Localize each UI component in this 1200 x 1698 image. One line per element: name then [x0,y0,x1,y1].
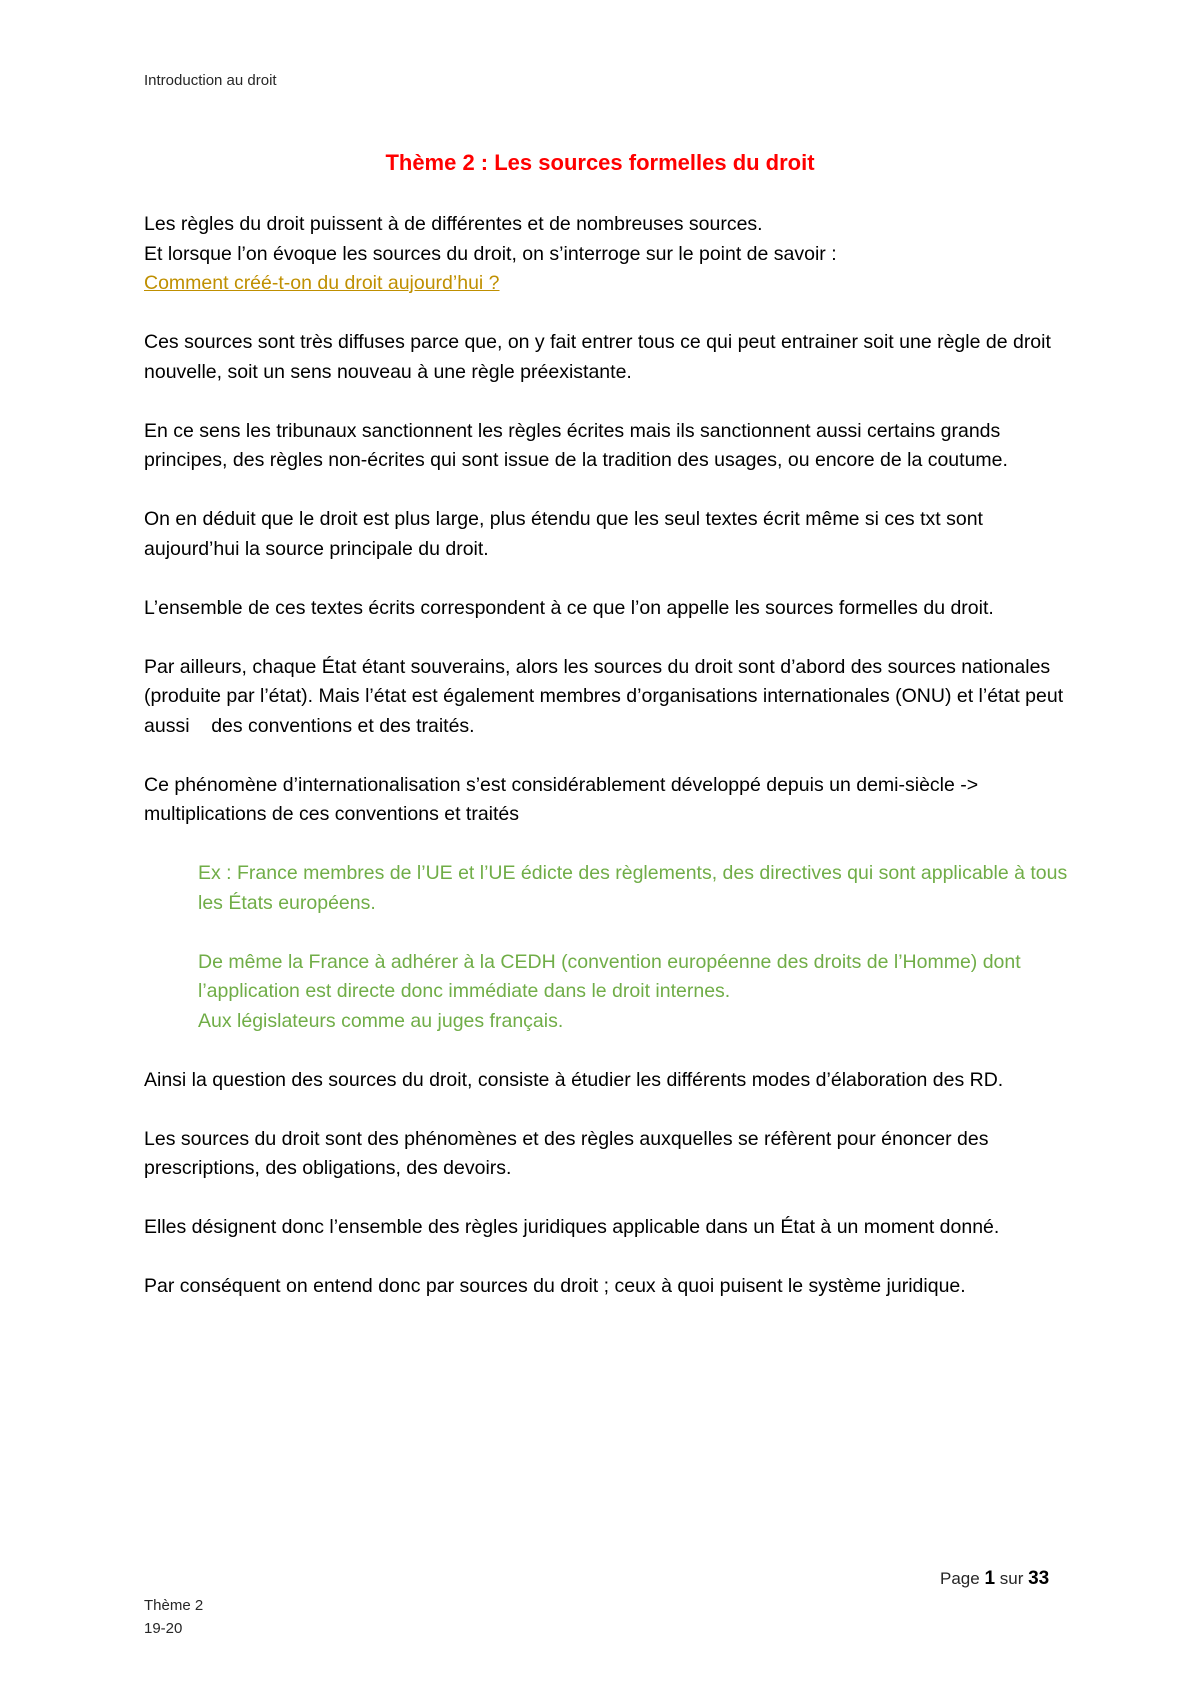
example-cedh: De même la France à adhérer à la CEDH (convention européenne des droits de l’Homme) dont l’application est directe donc immédiate dans le droit internes. [198,950,1021,1002]
paragraph-consequence: Par conséquent on entend donc par sources du droit ; ceux à quoi puisent le système juridique. [144,1275,966,1297]
paragraph-internationalisation: Ce phénomène d’internationalisation s’est considérablement développé depuis un demi-siècle -> multiplications de ces conventions et traités [144,773,979,825]
page-number [940,1568,1049,1590]
paragraph-intro-line1: Les règles du droit puissent à de différentes et de nombreuses sources. [144,213,763,235]
paragraph-etat-souverain: Par ailleurs, chaque État étant souverains, alors les sources du droit sont d’abord des sources nationales (produite par l’état). Mais l’état est également membres d’organisations internationales (ONU) et l’état peut aussi des conventions et des traités. [144,655,1069,737]
paragraph-deduction: On en déduit que le droit est plus large, plus étendu que les seul textes écrit même si ces txt sont aujourd’hui la source principale du droit. [144,508,983,560]
example-cedh-juges: Aux législateurs comme au juges français. [198,1009,564,1032]
document-title: Thème 2 : Les sources formelles du droit [385,150,815,175]
footer-year: 19-20 [144,1620,183,1637]
running-header: Introduction au droit [144,72,277,89]
page-total: 33 [1028,1568,1050,1589]
paragraph-sources-formelles: L’ensemble de ces textes écrits correspondent à ce que l’on appelle les sources formelles du droit. [144,596,994,619]
paragraph-tribunaux: En ce sens les tribunaux sanctionnent les règles écrites mais ils sanctionnent aussi certains grands principes, des règles non-écrites qui sont issue de la tradition des usages, ou encore de la coutume. [144,419,1008,471]
example-ue: Ex : France membres de l’UE et l’UE édicte des règlements, des directives qui sont applicable à tous les États européens. [198,862,1068,914]
page-current: 1 [984,1568,996,1589]
question-link: Comment créé-t-on du droit aujourd’hui ? [144,272,500,294]
paragraph-intro-line2: Et lorsque l’on évoque les sources du droit, on s’interroge sur le point de savoir : [144,242,837,265]
page-of: sur [999,1569,1024,1588]
footer-theme: Thème 2 [144,1597,204,1614]
page-word: Page [940,1569,980,1588]
paragraph-ensemble-regles: Elles désignent donc l’ensemble des règles juridiques applicable dans un État à un moment donné. [144,1216,1000,1238]
paragraph-sources-diffuses: Ces sources sont très diffuses parce que, on y fait entrer tous ce qui peut entrainer soit une règle de droit nouvelle, soit un sens nouveau à une règle préexistante. [144,331,1051,383]
footer-info [144,1594,203,1640]
paragraph-modes-elaboration: Ainsi la question des sources du droit, consiste à étudier les différents modes d’élaboration des RD. [144,1068,1004,1091]
paragraph-question [144,269,1079,299]
paragraph-phenomenes: Les sources du droit sont des phénomènes et des règles auxquelles se réfèrent pour énoncer des prescriptions, des obligations, des devoirs. [144,1127,989,1179]
document-body [144,210,1079,1331]
